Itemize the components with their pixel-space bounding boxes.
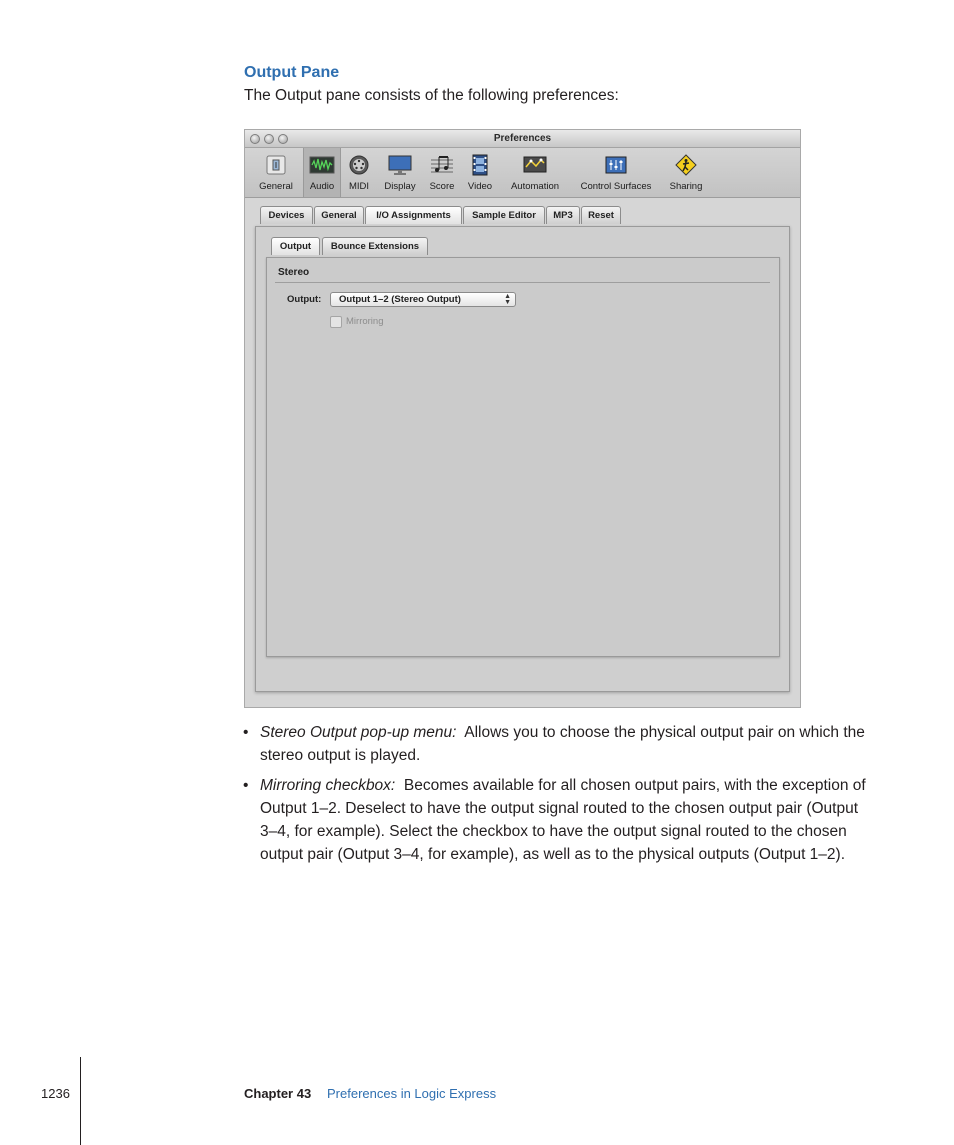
tab-mp3[interactable]: MP3 <box>546 206 580 224</box>
intro-text: The Output pane consists of the following preferences: <box>244 87 619 104</box>
toolbar-item-video[interactable] <box>463 148 497 197</box>
automation-icon <box>522 154 548 176</box>
display-monitor-icon <box>387 154 413 176</box>
tab-devices[interactable]: Devices <box>260 206 313 224</box>
stereo-output-value: Output 1–2 (Stereo Output) <box>339 294 461 305</box>
toolbar-label: Display <box>384 181 416 192</box>
toolbar-item-general[interactable] <box>255 148 297 197</box>
toolbar-item-automation[interactable] <box>502 148 568 197</box>
toolbar-label: MIDI <box>348 181 370 192</box>
page-number: 1236 <box>41 1086 70 1101</box>
tab-sample-editor[interactable]: Sample Editor <box>463 206 545 224</box>
output-label: Output: <box>287 294 322 305</box>
mirroring-checkbox[interactable] <box>330 316 342 328</box>
group-divider <box>275 282 770 283</box>
bullet-text: Allows you to choose the physical output pair on which the stereo output is played. <box>260 724 865 764</box>
toolbar-label: Video <box>467 181 493 192</box>
toolbar-label: Automation <box>510 181 560 192</box>
subtab-output[interactable]: Output <box>271 237 320 255</box>
section-heading: Output Pane <box>244 64 340 81</box>
toolbar-label: Score <box>429 181 455 192</box>
window-titlebar <box>245 130 800 148</box>
control-surfaces-icon <box>604 154 628 176</box>
general-switch-icon <box>264 154 288 176</box>
toolbar-label: General <box>259 181 293 192</box>
bullet-mirroring <box>243 774 876 866</box>
bullet-term: Mirroring checkbox: <box>260 777 396 794</box>
score-notes-icon <box>430 154 454 176</box>
toolbar-item-display[interactable] <box>379 148 421 197</box>
subtab-bounce-extensions[interactable]: Bounce Extensions <box>322 237 428 255</box>
tab-io-assignments[interactable]: I/O Assignments <box>365 206 462 224</box>
tab-reset[interactable]: Reset <box>581 206 621 224</box>
toolbar-item-sharing[interactable] <box>664 148 708 197</box>
output-subpanel <box>266 257 780 657</box>
window-title: Preferences <box>493 133 552 144</box>
bullet-stereo-output <box>243 721 876 767</box>
midi-connector-icon <box>348 154 370 176</box>
stereo-output-popup[interactable] <box>330 292 516 307</box>
footer-divider <box>80 1057 81 1145</box>
bullet-term: Stereo Output pop-up menu: <box>260 724 457 741</box>
toolbar-item-score[interactable] <box>426 148 458 197</box>
toolbar-item-audio[interactable] <box>303 148 341 197</box>
toolbar-item-control-surfaces[interactable] <box>573 148 659 197</box>
tab-general[interactable]: General <box>314 206 364 224</box>
audio-waveform-icon <box>309 154 335 176</box>
toolbar-label: Control Surfaces <box>580 181 652 192</box>
toolbar-item-midi[interactable] <box>344 148 374 197</box>
popup-arrows-icon: ▲ ▼ <box>504 293 511 306</box>
toolbar-label: Audio <box>309 181 335 192</box>
stereo-group-title: Stereo <box>278 267 310 278</box>
preferences-toolbar <box>245 148 800 198</box>
bullet-glyph: • <box>243 777 249 794</box>
chapter-title: Preferences in Logic Express <box>327 1086 497 1101</box>
chapter-label: Chapter 43 <box>244 1086 312 1101</box>
sharing-sign-icon <box>675 154 697 176</box>
bullet-text: Becomes available for all chosen output pairs, with the exception of Output 1–2. Deselect to have the output signal routed to the chosen output pair (Output 3–4, for example). Select the checkbox to have the output signal routed to the chosen output pair (Output 3–4, for example), as well as to the physical outputs (Output 1–2). <box>260 777 866 863</box>
preferences-window-screenshot <box>244 129 801 708</box>
bullet-glyph: • <box>243 724 249 741</box>
mirroring-label: Mirroring <box>346 316 384 327</box>
video-film-icon <box>470 154 490 176</box>
toolbar-label: Sharing <box>669 181 703 192</box>
